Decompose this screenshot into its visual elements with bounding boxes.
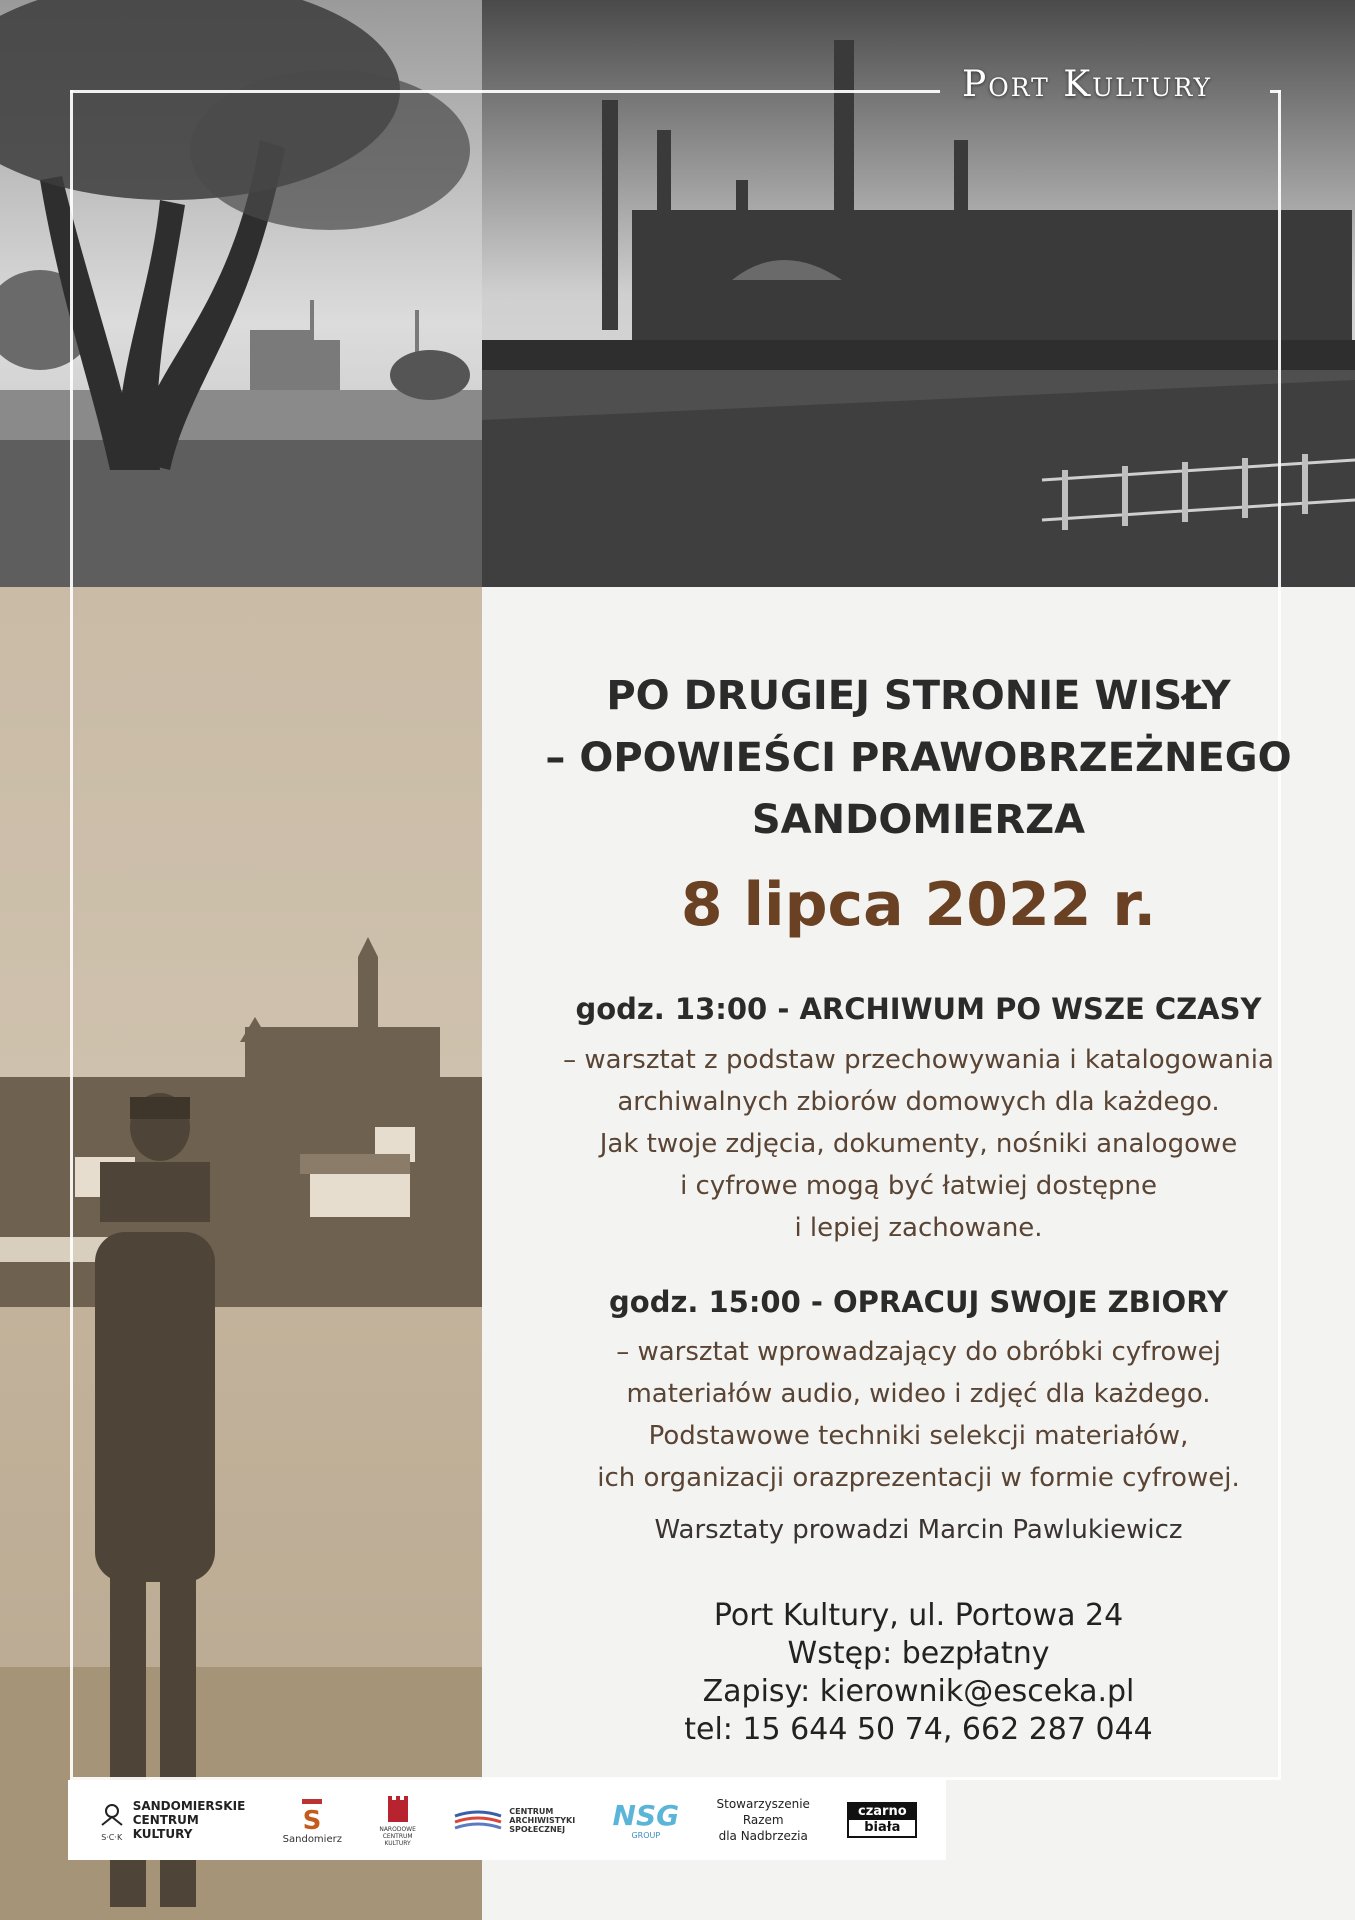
- logo-czarno-biala: [847, 1802, 917, 1838]
- svg-text:S: S: [302, 1805, 322, 1833]
- biala-label: biała: [849, 1820, 915, 1836]
- session1-line: i lepiej zachowane.: [794, 1213, 1043, 1243]
- nsg-label: NSG: [612, 1798, 680, 1832]
- event-date: 8 lipca 2022 r.: [680, 870, 1157, 940]
- event-title: [482, 665, 1355, 851]
- nck-line: KULTURY: [384, 1839, 411, 1847]
- brand-title: Port Kultury: [962, 64, 1213, 105]
- session1-line: – warsztat z podstaw przechowywania i katalogowania: [563, 1045, 1274, 1075]
- cas-stripes-icon: [453, 1808, 503, 1832]
- event-content: [482, 587, 1355, 1780]
- sandomierz-crest-icon: [299, 1797, 325, 1833]
- sck-abbr: S·C·K: [101, 1832, 123, 1842]
- cas-line: ARCHIWISTYKI: [509, 1815, 576, 1825]
- logo-sck: [97, 1799, 246, 1842]
- logo-nck: [379, 1794, 416, 1847]
- session2-line: Podstawowe techniki selekcji materiałów,: [648, 1421, 1189, 1451]
- session1-description: [482, 1039, 1355, 1249]
- event-entry: Wstęp: bezpłatny: [787, 1636, 1050, 1671]
- sck-line: SANDOMIERSKIE: [132, 1799, 246, 1813]
- decorative-frame-top-end: [1270, 90, 1281, 93]
- session2-heading: godz. 15:00 - OPRACUJ SWOJE ZBIORY: [609, 1285, 1228, 1319]
- event-signup: Zapisy: kierownik@esceka.pl: [702, 1674, 1135, 1709]
- stowarzyszenie-line: dla Nadbrzezia: [718, 1829, 808, 1843]
- logo-stowarzyszenie: [717, 1796, 810, 1844]
- nsg-sub: GROUP: [631, 1830, 661, 1840]
- event-phone: tel: 15 644 50 74, 662 287 044: [684, 1712, 1153, 1747]
- session1-line: archiwalnych zbiorów domowych dla każdego.: [617, 1087, 1220, 1117]
- title-line: – OPOWIEŚCI PRAWOBRZEŻNEGO: [545, 735, 1292, 781]
- session2-description: [482, 1331, 1355, 1499]
- decorative-frame-top: [70, 90, 940, 93]
- session1-line: i cyfrowe mogą być łatwiej dostępne: [680, 1171, 1157, 1201]
- nck-castle-icon: [385, 1794, 411, 1824]
- title-line: SANDOMIERZA: [751, 797, 1086, 843]
- title-line: PO DRUGIEJ STRONIE WISŁY: [606, 673, 1231, 719]
- sck-line: KULTURY: [132, 1827, 193, 1841]
- sck-line: CENTRUM: [132, 1813, 199, 1827]
- stowarzyszenie-line: Stowarzyszenie: [716, 1797, 810, 1811]
- logo-nsg: [612, 1798, 680, 1840]
- cas-line: CENTRUM: [509, 1806, 554, 1816]
- session2-line: ich organizacji orazprezentacji w formie cyfrowej.: [597, 1463, 1240, 1493]
- logo-cas: [453, 1807, 575, 1834]
- session1-heading: godz. 13:00 - ARCHIWUM PO WSZE CZASY: [575, 992, 1262, 1026]
- event-info: [482, 1597, 1355, 1749]
- event-address: Port Kultury, ul. Portowa 24: [713, 1598, 1124, 1633]
- session2-line: – warsztat wprowadzający do obróbki cyfrowej: [616, 1337, 1221, 1367]
- czarno-label: czarno: [857, 1804, 907, 1819]
- cas-line: SPOŁECZNEJ: [509, 1824, 566, 1834]
- sandomierz-label: Sandomierz: [282, 1833, 342, 1845]
- workshop-leader: Warsztaty prowadzi Marcin Pawlukiewicz: [654, 1515, 1183, 1545]
- session2-line: materiałów audio, wideo i zdjęć dla każdego.: [626, 1379, 1211, 1409]
- session1-line: Jak twoje zdjęcia, dokumenty, nośniki analogowe: [599, 1129, 1238, 1159]
- logo-sandomierz: [283, 1797, 342, 1844]
- stowarzyszenie-line: Razem: [742, 1813, 784, 1827]
- nck-line: CENTRUM: [382, 1832, 413, 1840]
- sck-emblem-icon: [97, 1799, 127, 1829]
- nck-line: NARODOWE: [379, 1825, 416, 1833]
- sponsor-logos: [68, 1780, 946, 1860]
